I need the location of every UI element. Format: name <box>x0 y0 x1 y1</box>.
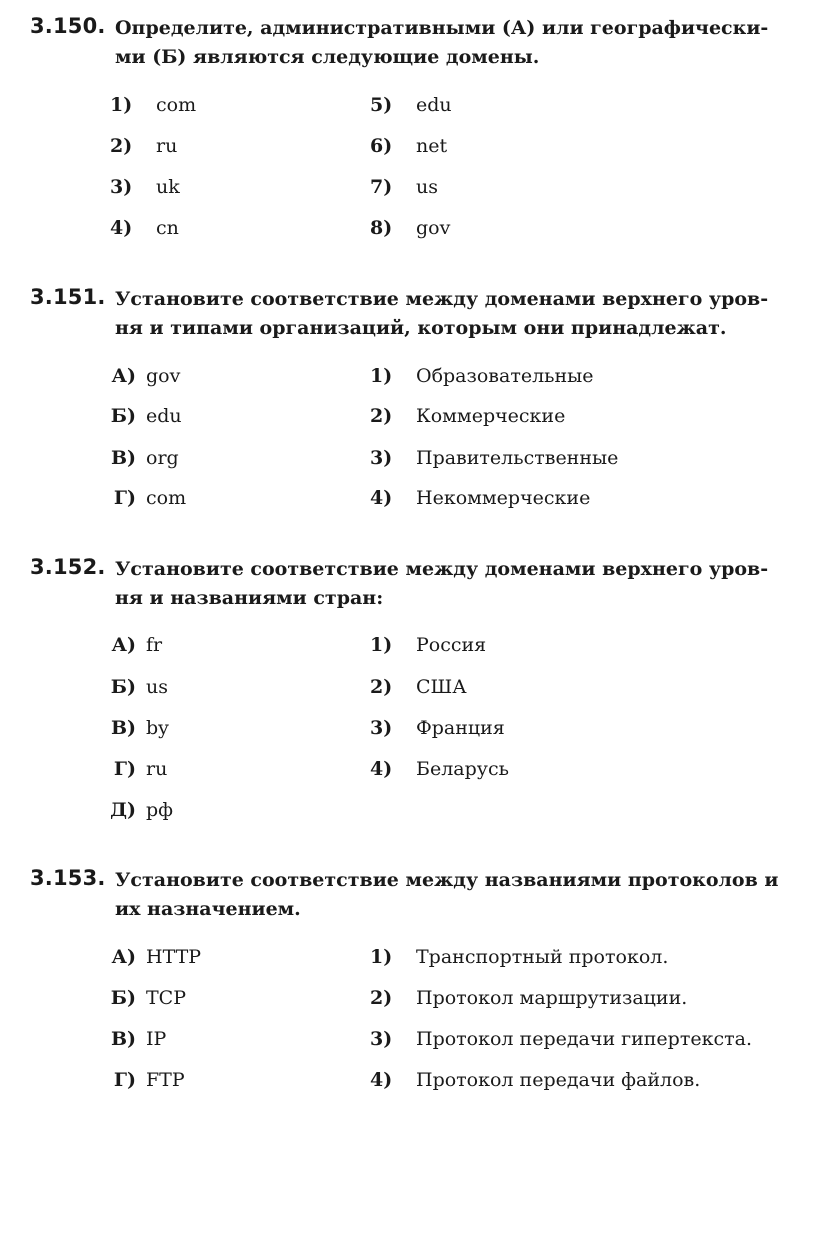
problem-text <box>115 555 795 613</box>
option-right <box>370 404 565 428</box>
option-left <box>100 364 180 388</box>
option-right <box>370 1027 752 1051</box>
option-label: А) <box>111 634 136 656</box>
problem-number: 3.151. <box>30 285 106 309</box>
option-right <box>370 134 447 158</box>
option-label: 8) <box>370 217 393 239</box>
option-label: 3) <box>370 717 393 739</box>
option-label: Б) <box>110 987 136 1009</box>
option-text: Протокол передачи гипертекста. <box>416 1028 752 1050</box>
problem-text-line: ня и названиями стран: <box>115 587 384 609</box>
option-right <box>370 446 618 470</box>
option-right <box>370 757 509 781</box>
option-text: Беларусь <box>416 758 509 780</box>
option-text: Образовательные <box>416 365 594 387</box>
option-text: edu <box>146 405 182 427</box>
option-label: 3) <box>110 176 133 198</box>
option-text: Франция <box>416 717 505 739</box>
problem-number: 3.150. <box>30 14 106 38</box>
option-text: Транспортный протокол. <box>416 946 669 968</box>
option-right <box>370 945 668 969</box>
problem-text <box>115 866 795 924</box>
problem-number: 3.153. <box>30 866 106 890</box>
option-text: gov <box>416 217 451 239</box>
option-label: 1) <box>370 634 393 656</box>
option-right <box>370 986 687 1010</box>
option-left <box>100 757 167 781</box>
option-label: 4) <box>370 487 393 509</box>
option-text: org <box>146 447 179 469</box>
option-right <box>370 633 486 657</box>
option-label: 6) <box>370 135 393 157</box>
option-left <box>100 716 169 740</box>
problem-text <box>115 14 795 72</box>
option-left <box>110 93 196 117</box>
problem-text-line: их назначением. <box>115 898 301 920</box>
option-label: 5) <box>370 94 393 116</box>
option-left <box>100 945 201 969</box>
option-left <box>110 175 180 199</box>
option-left <box>100 675 168 699</box>
option-right <box>370 93 452 117</box>
option-label: Г) <box>113 758 136 780</box>
problem-text <box>115 285 795 343</box>
option-right <box>370 216 450 240</box>
problem-text-line: Установите соответствие между доменами верхнего уров- <box>115 558 769 580</box>
option-text: com <box>146 487 187 509</box>
option-text: Протокол передачи файлов. <box>416 1069 701 1091</box>
option-text: fr <box>146 634 163 656</box>
option-left <box>110 134 177 158</box>
option-right <box>370 486 590 510</box>
option-text: FTP <box>146 1069 185 1091</box>
option-label: 1) <box>370 946 393 968</box>
option-text: HTTP <box>146 946 202 968</box>
option-right <box>370 175 438 199</box>
option-label: А) <box>111 946 136 968</box>
option-text: by <box>146 717 169 739</box>
option-label: 3) <box>370 447 393 469</box>
option-text: ru <box>156 135 178 157</box>
option-text: ru <box>146 758 168 780</box>
option-right <box>370 675 467 699</box>
problem-number: 3.152. <box>30 555 106 579</box>
option-text: us <box>416 176 438 198</box>
option-label: Г) <box>113 1069 136 1091</box>
option-label: 1) <box>370 365 393 387</box>
option-left <box>100 404 182 428</box>
problem-text-line: Установите соответствие между доменами верхнего уров- <box>115 288 769 310</box>
option-left <box>100 986 186 1010</box>
option-left <box>100 486 186 510</box>
option-label: 7) <box>370 176 393 198</box>
option-label: 4) <box>110 217 133 239</box>
option-text: gov <box>146 365 181 387</box>
option-text: com <box>156 94 197 116</box>
option-text: Протокол маршрутизации. <box>416 987 688 1009</box>
option-label: Г) <box>113 487 136 509</box>
option-text: us <box>146 676 168 698</box>
option-label: 4) <box>370 758 393 780</box>
option-label: 2) <box>370 987 393 1009</box>
option-label: В) <box>110 717 136 739</box>
problem-text-line: Определите, административными (А) или географически- <box>115 17 769 39</box>
option-left <box>100 633 162 657</box>
problem-text-line: Установите соответствие между названиями протоколов и <box>115 869 779 891</box>
option-label: Б) <box>110 676 136 698</box>
option-text: edu <box>416 94 452 116</box>
option-text: Россия <box>416 634 487 656</box>
option-text: uk <box>156 176 180 198</box>
option-label: 2) <box>370 405 393 427</box>
option-label: Б) <box>110 405 136 427</box>
option-right <box>370 364 594 388</box>
option-text: рф <box>146 799 174 821</box>
option-text: cn <box>156 217 179 239</box>
option-label: 3) <box>370 1028 393 1050</box>
problem-text-line: ня и типами организаций, которым они принадлежат. <box>115 317 727 339</box>
option-text: США <box>416 676 467 698</box>
option-text: Коммерческие <box>416 405 566 427</box>
option-text: Правительственные <box>416 447 619 469</box>
option-right <box>370 1068 700 1092</box>
option-left <box>100 1068 185 1092</box>
option-label: В) <box>110 1028 136 1050</box>
option-text: Некоммерческие <box>416 487 591 509</box>
option-text: TCP <box>146 987 186 1009</box>
option-label: 2) <box>110 135 133 157</box>
option-left <box>110 216 179 240</box>
problem-text-line: ми (Б) являются следующие домены. <box>115 46 540 68</box>
option-label: 2) <box>370 676 393 698</box>
option-left <box>100 446 179 470</box>
option-left <box>100 1027 166 1051</box>
option-label: В) <box>110 447 136 469</box>
option-text: IP <box>146 1028 167 1050</box>
option-text: net <box>416 135 448 157</box>
option-label: А) <box>111 365 136 387</box>
option-label: Д) <box>110 799 136 821</box>
option-label: 4) <box>370 1069 393 1091</box>
option-label: 1) <box>110 94 133 116</box>
option-left <box>100 798 173 822</box>
option-right <box>370 716 505 740</box>
